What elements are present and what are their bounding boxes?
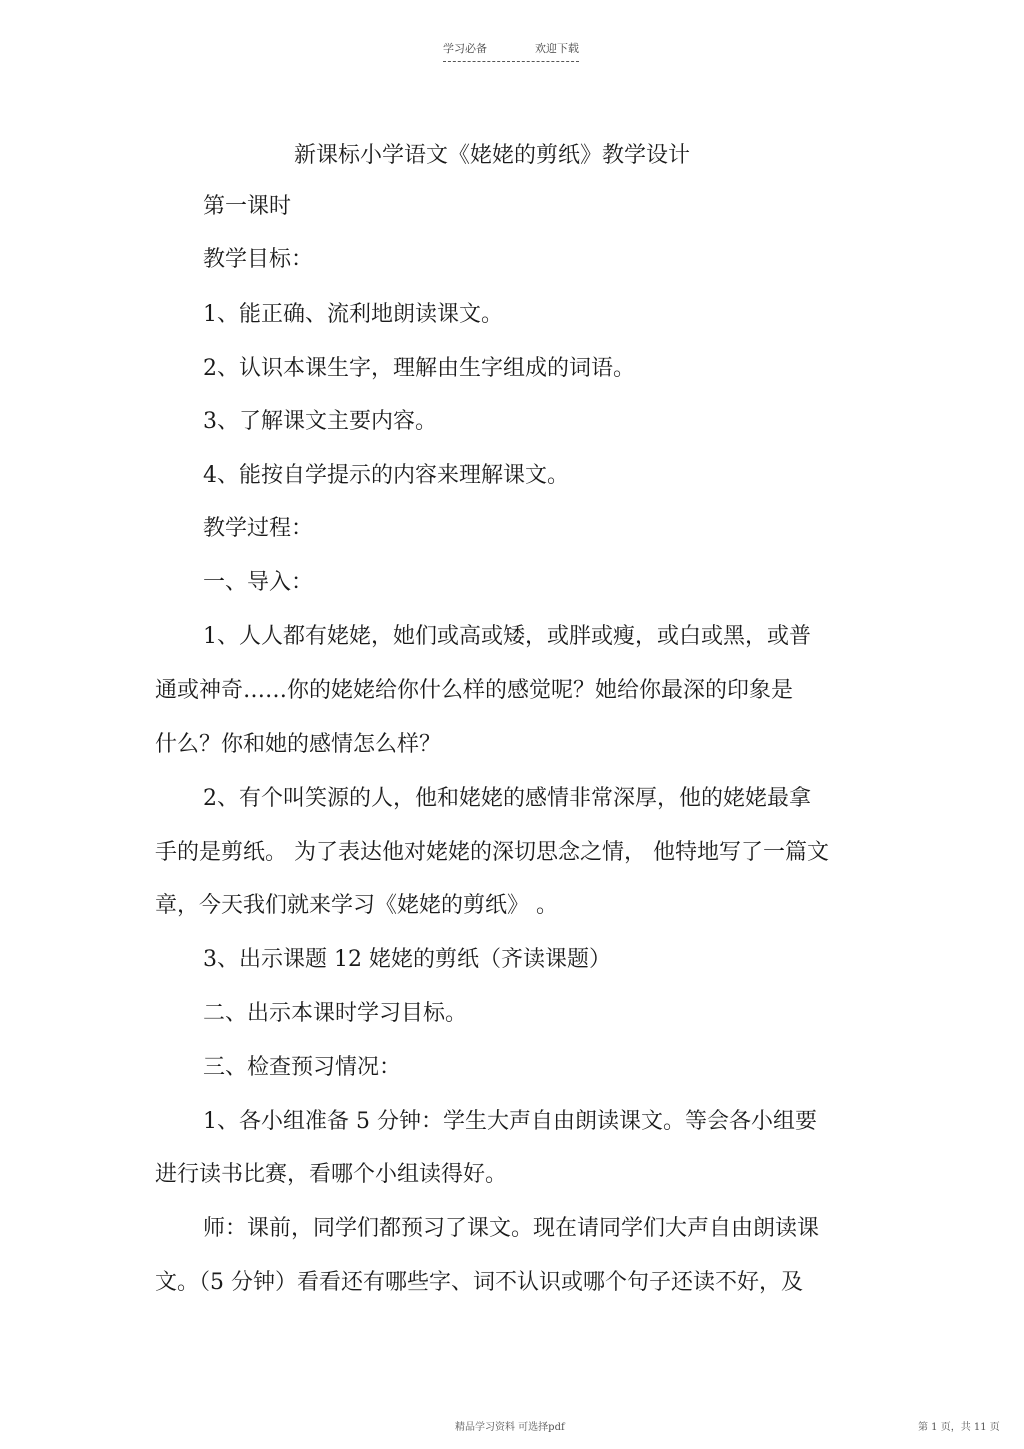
document-title-row [0,138,1024,169]
paragraph-line: 1、各小组准备 5 分钟：学生大声自由朗读课文。等会各小组要 [203,1109,817,1134]
paragraph-line: 什么？你和她的感情怎么样？ [155,732,442,757]
paragraph-line: 通或神奇……你的姥姥给你什么样的感觉呢？她给你最深的印象是 [155,678,794,703]
page-header [443,40,579,62]
paragraph-line: 文。（5 分钟）看看还有哪些字、词不认识或哪个句子还读不好，及 [155,1270,803,1295]
paragraph-line: 师：课前，同学们都预习了课文。现在请同学们大声自由朗读课 [203,1216,820,1241]
header-left-text: 学习必备 [443,42,487,55]
page-number: 第 1 页，共 11 页 [918,1422,1000,1433]
section-heading-goals: 教学目标： [203,247,314,272]
document-title: 新课标小学语文《姥姥的剪纸》教学设计 [293,143,690,168]
paragraph-line: 手的是剪纸。 为了表达他对姥姥的深切思念之情， 他特地写了一篇文 [155,840,829,865]
subsection-heading-preview: 三、检查预习情况： [203,1055,402,1080]
paragraph-line: 章，今天我们就来学习《姥姥的剪纸》 。 [155,893,558,918]
paragraph-line: 1、人人都有姥姥，她们或高或矮，或胖或瘦，或白或黑，或普 [203,624,811,649]
goal-item: 2、认识本课生字，理解由生字组成的词语。 [203,356,635,381]
footer-left-text: 精品学习资料 可选择pdf [455,1422,565,1433]
header-right-text: 欢迎下载 [535,42,579,55]
lesson-period: 第一课时 [203,194,292,219]
subsection-heading-objectives: 二、出示本课时学习目标。 [203,1001,468,1026]
goal-item: 3、了解课文主要内容。 [203,409,437,434]
section-heading-process: 教学过程： [203,516,314,541]
goal-item: 4、能按自学提示的内容来理解课文。 [203,463,569,488]
paragraph-line: 进行读书比赛，看哪个小组读得好。 [155,1162,508,1187]
subsection-heading-intro: 一、导入： [203,570,314,595]
paragraph-line: 2、有个叫笑源的人，他和姥姥的感情非常深厚，他的姥姥最拿 [203,786,811,811]
goal-item: 1、能正确、流利地朗读课文。 [203,302,503,327]
paragraph-line: 3、出示课题 12 姥姥的剪纸（齐读课题） [203,947,611,972]
